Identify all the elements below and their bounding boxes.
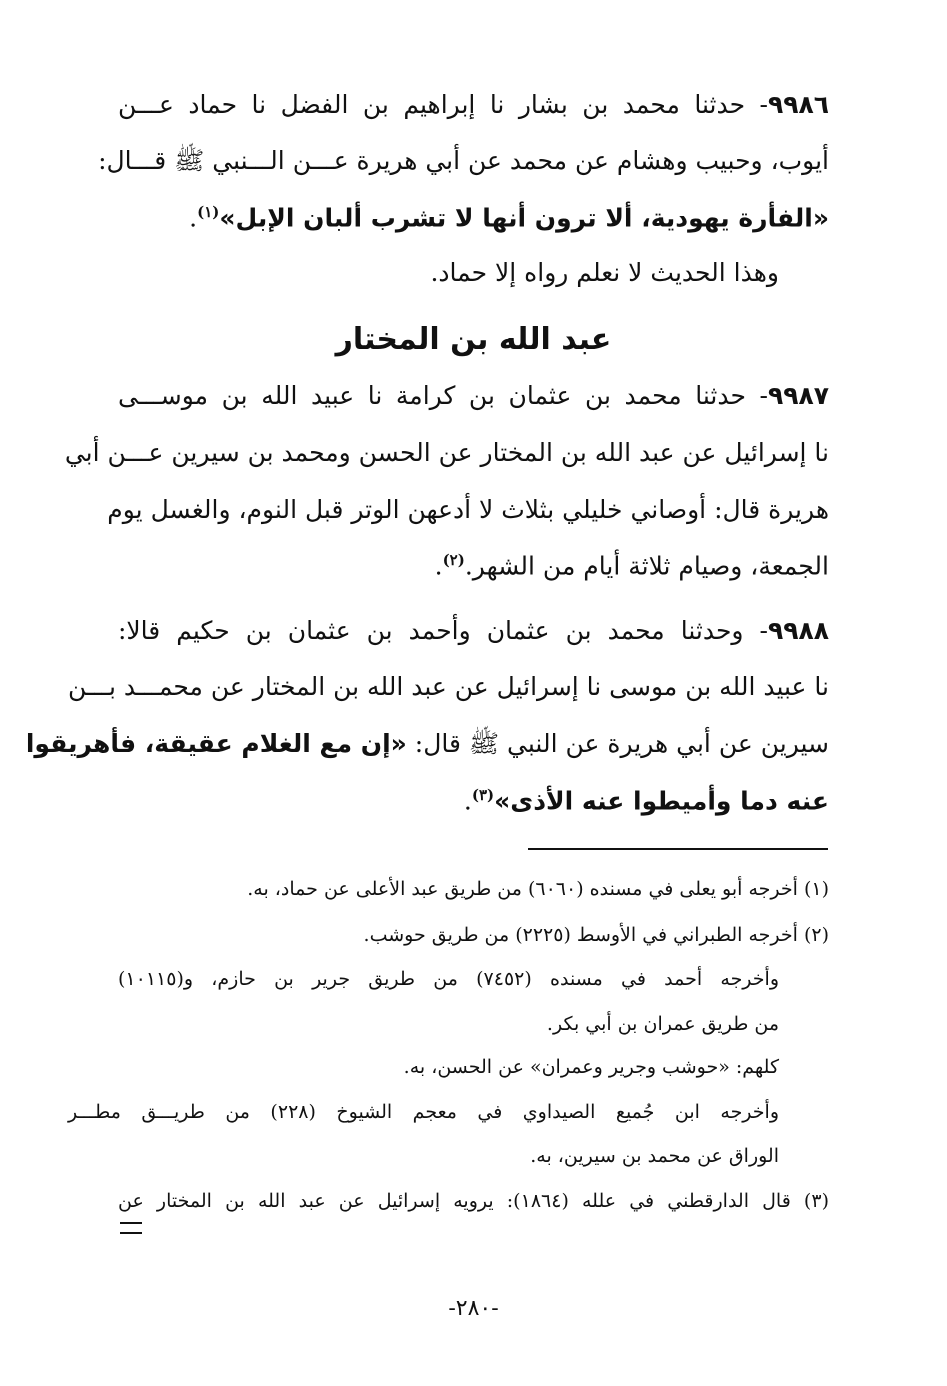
period: . xyxy=(463,786,472,816)
period: . xyxy=(189,203,198,233)
hadith-number: ٩٩٨٨ xyxy=(767,616,829,645)
hadith-9988-line-1 xyxy=(118,618,829,643)
hadith-9988-line-2: نا عبيد الله بن موسى نا إسرائيل عن عبد الله بن المختار عن محمـــد بـــن xyxy=(67,672,829,701)
footnote-2-summary: كلهم: «حوشب وجرير وعمران» عن الحسن، به. xyxy=(403,1056,779,1078)
footnote-ref: (١) xyxy=(197,203,220,221)
footnote-1: (١) أخرجه أبو يعلى في مسنده (٦٠٦٠) من طريق عبد الأعلى عن حماد، به. xyxy=(247,878,829,900)
page-number: -٢٨٠- xyxy=(448,1296,499,1321)
hadith-9986-line-1 xyxy=(118,92,829,117)
hadith-9986-line-2: أيوب، وحبيب وهشام عن محمد عن أبي هريرة عـــن الـــنبي ﷺ قـــال: xyxy=(98,146,829,175)
hadith-text: - حدثنا محمد بن عثمان بن كرامة نا عبيد الله بن موســـى xyxy=(118,381,768,410)
hadith-9988-line-4 xyxy=(118,786,829,816)
footnote-separator xyxy=(528,848,828,850)
hadith-9986-line-3 xyxy=(118,203,829,233)
footnote-ref: (٣) xyxy=(471,786,495,804)
hadith-9987-line-1 xyxy=(118,383,829,408)
period: . xyxy=(434,551,443,581)
footnote-3: (٣) قال الدارقطني في علله (١٨٦٤): يرويه إسرائيل عن عبد الله بن المختار عن xyxy=(118,1190,829,1212)
footnote-2-additional-1: وأخرجه أحمد في مسنده (٧٤٥٢) من طريق جرير بن حازم، و(١٠١١٥) xyxy=(118,968,779,990)
footnote-ref: (٢) xyxy=(442,551,465,569)
continuation-mark xyxy=(120,1222,142,1234)
hadith-text: الجمعة، وصيام ثلاثة أيام من الشهر. xyxy=(464,551,829,581)
hadith-quote: عنه دما وأميطوا عنه الأذى» xyxy=(494,786,829,816)
footnote-2-additional-3: وأخرجه ابن جُميع الصيداوي في معجم الشيوخ (٢٢٨) من طريـــق مطـــر xyxy=(68,1101,779,1123)
hadith-quote: «الفأرة يهودية، ألا ترون أنها لا تشرب ألبان الإبل» xyxy=(219,203,829,233)
hadith-9986-line-4: وهذا الحديث لا نعلم رواه إلا حماد. xyxy=(430,258,779,287)
hadith-9987-line-2: نا إسرائيل عن عبد الله بن المختار عن الحسن ومحمد بن سيرين عـــن أبي xyxy=(64,438,829,467)
hadith-text: - حدثنا محمد بن بشار نا إبراهيم بن الفضل نا حماد عـــن xyxy=(118,90,768,119)
hadith-number: ٩٩٨٦ xyxy=(767,90,829,119)
hadith-9987-line-3: هريرة قال: أوصاني خليلي بثلاث لا أدعهن الوتر قبل النوم، والغسل يوم xyxy=(107,495,829,524)
footnote-2-additional-2: من طريق عمران بن أبي بكر. xyxy=(546,1013,779,1035)
hadith-quote: «إن مع الغلام عقيقة، فأهريقوا xyxy=(25,729,407,758)
footnote-2: (٢) أخرجه الطبراني في الأوسط (٢٢٢٥) من طريق حوشب. xyxy=(363,924,829,946)
hadith-text: سيرين عن أبي هريرة عن النبي ﷺ قال: xyxy=(414,729,829,758)
hadith-text: - وحدثنا محمد بن عثمان وأحمد بن عثمان بن حكيم قالا: xyxy=(118,616,768,645)
hadith-number: ٩٩٨٧ xyxy=(767,381,829,410)
hadith-9987-line-4 xyxy=(118,551,829,581)
section-heading: عبد الله بن المختار xyxy=(335,322,612,357)
footnote-2-additional-4: الوراق عن محمد بن سيرين، به. xyxy=(530,1145,779,1167)
hadith-9988-line-3 xyxy=(25,729,829,758)
